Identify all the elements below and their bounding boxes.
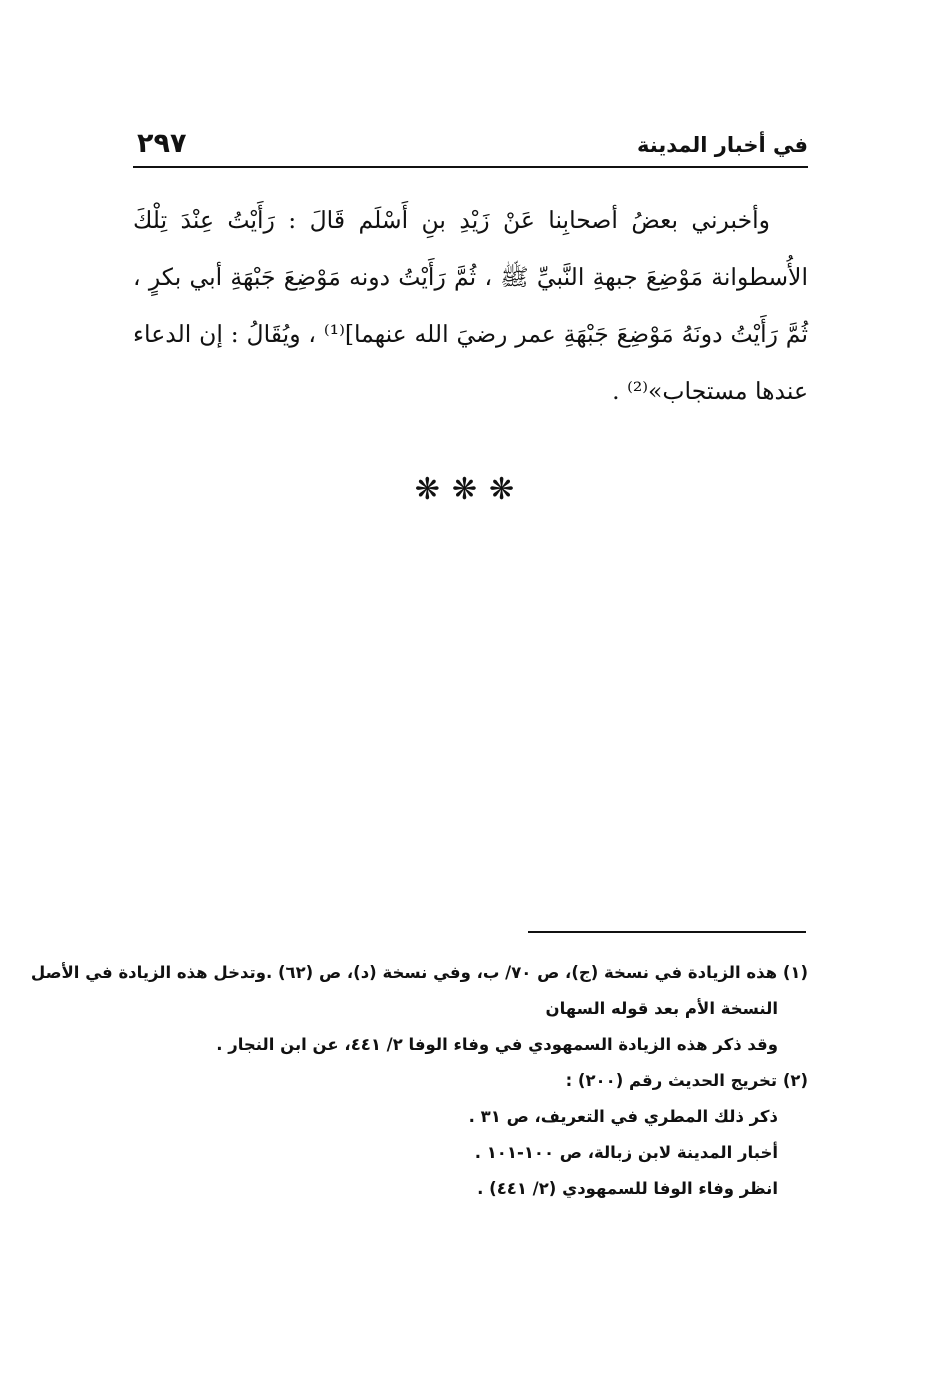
page-header xyxy=(133,128,808,168)
footnote-2-line-1: (٢) تخريج الحديث رقم (٢٠٠) : xyxy=(565,1071,808,1090)
footnote-2-line-4: انظر وفاء الوفا للسمهودي (٢/ ٤٤١) . xyxy=(477,1179,778,1198)
footnote-rule xyxy=(528,931,806,933)
footnote-1-line-2: النسخة الأم بعد قوله السهان xyxy=(545,999,778,1018)
footnote-2-line-2: ذكر ذلك المطري في التعريف، ص ٣١ . xyxy=(468,1107,778,1126)
running-title: في أخبار المدينة xyxy=(637,133,808,157)
footnotes xyxy=(30,955,808,1207)
section-separator-ornament: ❋❋❋ xyxy=(414,472,527,507)
footnote-1-line-1: (١) هذه الزيادة في نسخة (ج)، ص ٧٠/ ب، وفي نسخة (د)، ص (٦٢) .وتدخل هذه الزيادة في الأصل xyxy=(30,963,808,982)
footnote-1-line-3: وقد ذكر هذه الزيادة السمهودي في وفاء الوفا ٢/ ٤٤١، عن ابن النجار . xyxy=(216,1035,778,1054)
main-paragraph-text: وأخبرني بعضُ أصحابِنا عَنْ زَيْدِ بنِ أَسْلَم قَالَ : رَأَيْتُ عِنْدَ تِلْكَ الأُسطوانة مَوْضِعَ جبهةِ النَّبيِّ ﷺ ، ثُمَّ رَأَيْتُ دونه مَوْضِعَ جَبْهَةِ أبي بكرٍ ، ثُمَّ رَأَيْتُ دونَهُ مَوْضِعَ جَبْهَةِ عمر رضيَ الله عنهما]⁽¹⁾ ، ويُقَالُ : إن الدعاء عندها مستجاب»⁽²⁾ . xyxy=(133,206,808,405)
main-paragraph xyxy=(133,192,808,420)
header-rule xyxy=(133,166,808,168)
page-number: ٢٩٧ xyxy=(137,128,187,159)
footnote-2-line-3: أخبار المدينة لابن زبالة، ص ١٠٠-١٠١ . xyxy=(474,1143,778,1162)
